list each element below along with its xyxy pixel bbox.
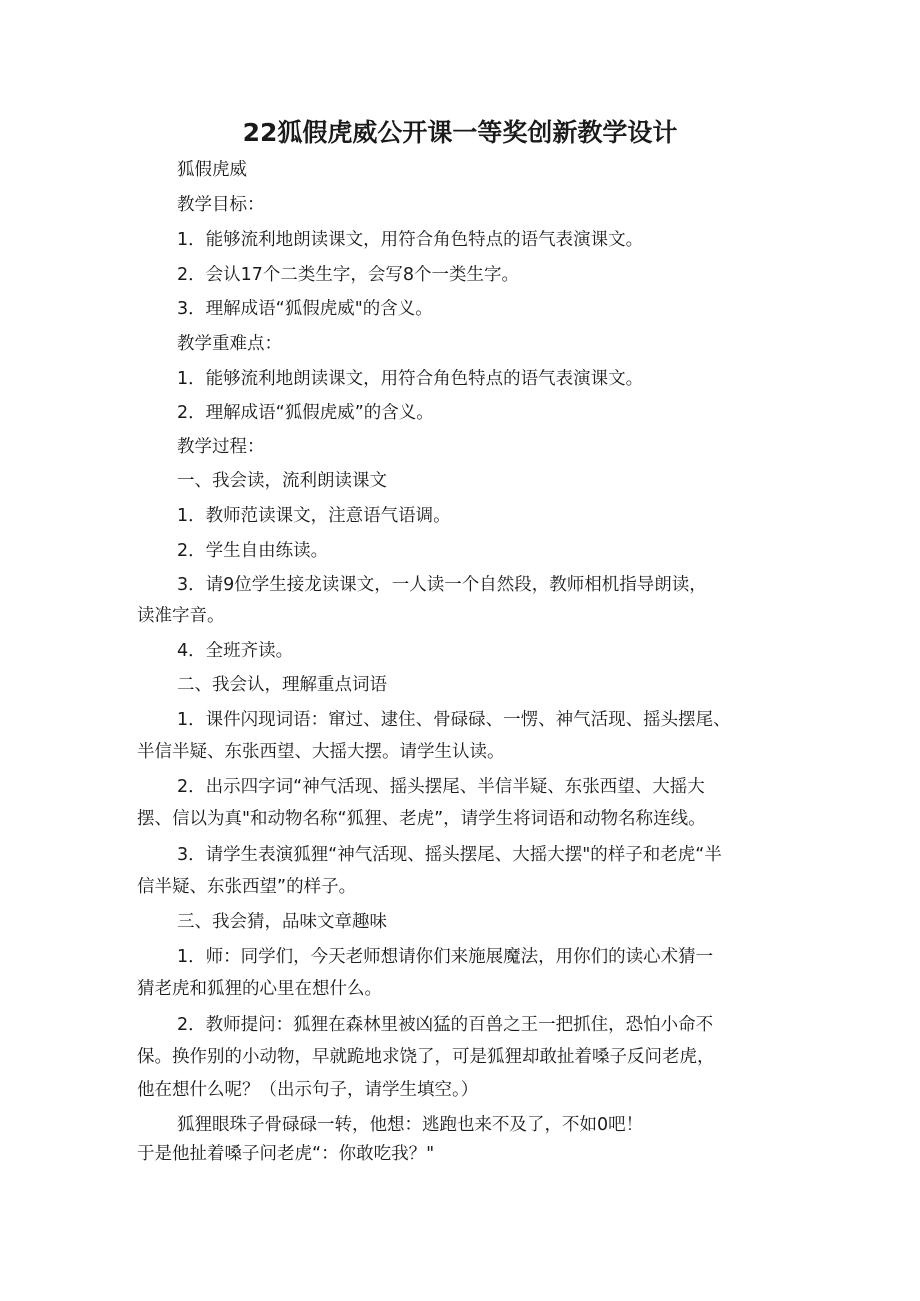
section-3-heading: 三、我会猜，品味文章趣味 [177,912,387,932]
section-2-heading: 二、我会认，理解重点词语 [177,675,387,695]
lesson-name: 狐假虎威 [177,160,247,180]
objective-1: 1．能够流利地朗读课文，用符合角色特点的语气表演课文。 [177,230,644,250]
section-2-item-2: 2．出示四字词“神气活现、摇头摆尾、半信半疑、东张西望、大摇大 [177,777,705,797]
objective-3: 3．理解成语“狐假虎威"的含义。 [177,299,433,319]
section-2-item-2-cont: 摆、信以为真"和动物名称“狐狸、老虎”，请学生将词语和动物名称连线。 [137,809,706,829]
document-title: 22狐假虎威公开课一等奖创新教学设计 [242,118,678,147]
section-2-item-1: 1．课件闪现词语：窜过、逮住、骨碌碌、一愣、神气活现、摇头摆尾、 [177,710,731,730]
section-3-item-2-cont-1: 保。换作别的小动物，早就跪地求饶了，可是狐狸却敢扯着嗓子反问老虎， [137,1047,715,1067]
fill-in-sentence: 狐狸眼珠子骨碌碌一转，他想：逃跑也来不及了，不如0吧！ [177,1115,644,1135]
section-1-item-1: 1．教师范读课文，注意语气语调。 [177,506,451,526]
section-3-item-1: 1．师：同学们，今天老师想请你们来施展魔法，用你们的读心术猜一 [177,947,714,967]
key-point-1: 1．能够流利地朗读课文，用符合角色特点的语气表演课文。 [177,369,644,389]
section-1-item-4: 4．全班齐读。 [177,641,294,661]
section-3-item-2: 2．教师提问：狐狸在森林里被凶猛的百兽之王一把抓住，恐怕小命不 [177,1015,714,1035]
objective-2: 2．会认17个二类生字，会写8个一类生字。 [177,265,520,285]
section-2-item-3: 3．请学生表演狐狸“神气活现、摇头摆尾、大摇大摆"的样子和老虎“半 [177,845,722,865]
key-point-2: 2．理解成语“狐假虎威”的含义。 [177,403,434,423]
section-3-item-2-cont-2: 他在想什么呢？（出示句子，请学生填空。） [137,1080,479,1100]
section-3-item-1-cont: 猜老虎和狐狸的心里在想什么。 [137,979,382,999]
section-1-heading: 一、我会读，流利朗读课文 [177,471,387,491]
section-1-item-2: 2．学生自由练读。 [177,541,329,561]
heading-process: 教学过程： [177,437,265,457]
section-1-item-3-cont: 读准字音。 [137,606,225,626]
fill-in-sentence-cont: 于是他扯着嗓子问老虎“：你敢吃我？" [137,1144,435,1164]
section-1-item-3: 3．请9位学生接龙读课文，一人读一个自然段，教师相机指导朗读， [177,575,707,595]
section-2-item-1-cont: 半信半疑、东张西望、大摇大摆。请学生认读。 [137,742,505,762]
heading-key-points: 教学重难点： [177,334,282,354]
section-2-item-3-cont: 信半疑、东张西望”的样子。 [137,877,357,897]
heading-objectives: 教学目标： [177,195,265,215]
